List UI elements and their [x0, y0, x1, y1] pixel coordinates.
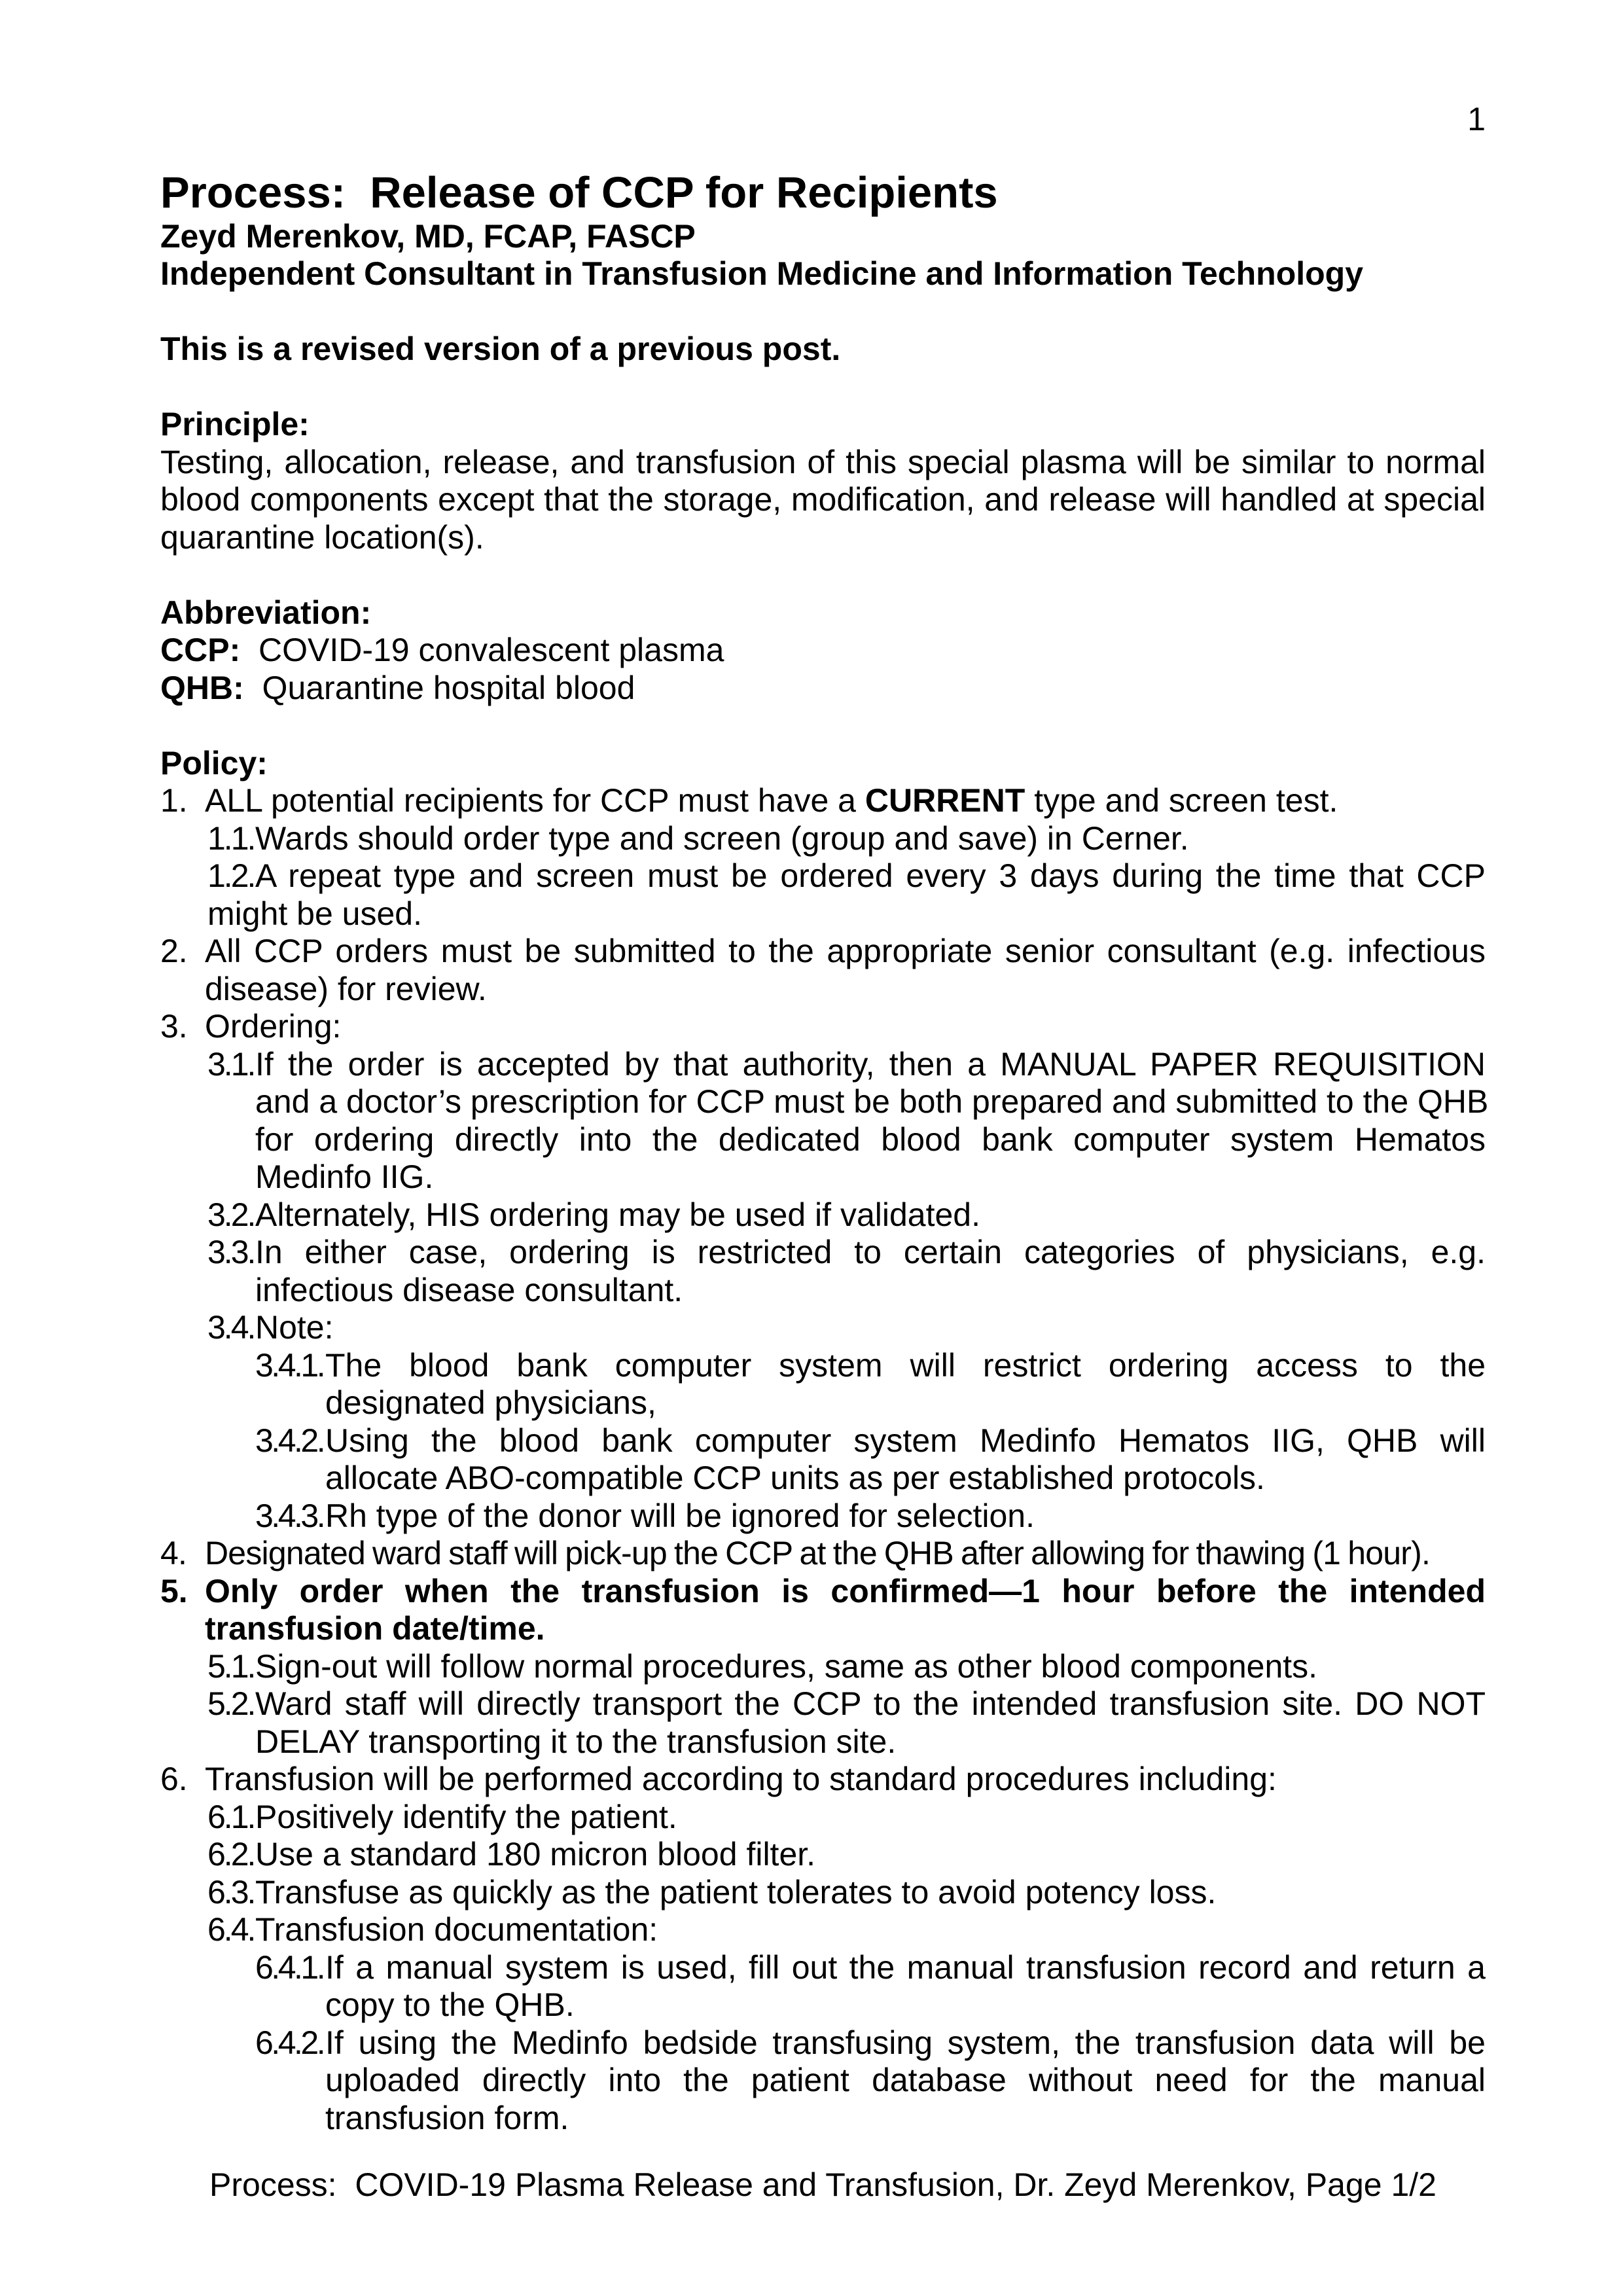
item-number: 3.4. [207, 1309, 255, 1346]
item-number: 3.4.3. [255, 1497, 324, 1534]
item-number: 3.4.1. [255, 1346, 324, 1384]
text-line [325, 1986, 1486, 2024]
line-text: Medinfo IIG. [255, 1158, 434, 1195]
line-text: Using the blood bank computer system Medinfo Hematos IIG, QHB will [325, 1422, 1486, 1459]
item-number: 3.1. [207, 1045, 255, 1083]
spacer [160, 293, 1486, 331]
item-number: 6.2. [207, 1836, 255, 1873]
text-line [255, 1272, 1486, 1310]
text-line [255, 1121, 1486, 1159]
item-number: 6. [160, 1761, 188, 1797]
text-line [325, 1384, 1486, 1422]
line-text: for ordering directly into the dedicated blood bank computer system Hematos [255, 1121, 1486, 1158]
policy-item-1 [160, 782, 1486, 820]
line-text: Only order when the transfusion is confirmed—1 hour before the intended [205, 1572, 1486, 1609]
policy-item-5-2 [207, 1685, 1486, 1723]
line-text: allocate ABO-compatible CCP units as per established protocols. [325, 1460, 1265, 1496]
line-text: DELAY transporting it to the transfusion site. [255, 1723, 897, 1760]
line-text: Ordering: [205, 1008, 342, 1045]
abbreviation-definition: Quarantine hospital blood [243, 669, 635, 706]
policy-item-2 [160, 933, 1486, 971]
text-line [325, 2062, 1486, 2100]
line-text: Rh type of the donor will be ignored for selection. [325, 1497, 1035, 1534]
item-number: 6.1. [207, 1798, 255, 1835]
item-number: 5.2. [207, 1685, 255, 1722]
policy-item-3-4-1 [255, 1347, 1486, 1385]
abbreviation-definition: COVID-19 convalescent plasma [240, 632, 724, 668]
line-text: If a manual system is used, fill out the manual transfusion record and return a [325, 1948, 1486, 1986]
author-role: Independent Consultant in Transfusion Medicine and Information Technology [160, 255, 1364, 292]
policy-item-3-1 [207, 1046, 1486, 1084]
line-text: transfusion form. [325, 2099, 569, 2136]
policy-item-6-4-2 [255, 2024, 1486, 2062]
policy-item-3-3 [207, 1234, 1486, 1272]
line-text: The blood bank computer system will restrict ordering access to the [325, 1346, 1486, 1384]
text-line [325, 1460, 1486, 1498]
policy-list [160, 782, 1489, 2137]
policy-item-3-2 [207, 1196, 1486, 1234]
item-number: 6.4.2. [255, 2024, 324, 2061]
line-text: blood components except that the storage, modification, and release will handled at special [160, 481, 1486, 518]
item-number: 6.4. [207, 1911, 255, 1948]
spacer [160, 139, 1486, 168]
text-line [325, 2100, 1486, 2138]
item-number: 5.1. [207, 1647, 255, 1685]
policy-item-3-4-3 [255, 1498, 1486, 1535]
text-line [160, 481, 1486, 519]
text-line [255, 1723, 1486, 1761]
item-number: 4. [160, 1535, 187, 1571]
policy-item-3 [160, 1008, 1486, 1046]
line-text: All CCP orders must be submitted to the appropriate senior consultant (e.g. infectious [205, 933, 1486, 969]
spacer [160, 707, 1486, 745]
policy-item-3-4-2 [255, 1422, 1486, 1460]
item-number: 5. [160, 1572, 188, 1609]
line-text: might be used. [207, 895, 422, 932]
abbreviation-term: CCP: [160, 632, 241, 668]
line-text: Designated ward staff will pick-up the CCP at the QHB after allowing for thawing (1 hour). [205, 1535, 1431, 1571]
policy-item-5-1 [207, 1648, 1486, 1686]
line-text: ALL potential recipients for CCP must have a [205, 782, 865, 819]
policy-item-6-3 [207, 1874, 1486, 1912]
abbreviation-heading: Abbreviation: [160, 594, 372, 631]
abbreviation-term: QHB: [160, 669, 244, 706]
item-number: 2. [160, 933, 188, 969]
line-text: Alternately, HIS ordering may be used if validated. [255, 1196, 980, 1233]
principle-paragraph [160, 444, 1486, 557]
policy-item-6-4-1 [255, 1949, 1486, 1987]
principle-heading: Principle: [160, 406, 310, 442]
item-number: 6.3. [207, 1873, 255, 1910]
policy-item-1-2 [207, 857, 1486, 895]
text-line [207, 895, 1486, 933]
line-text: CURRENT [865, 782, 1026, 819]
line-text: Transfusion will be performed according to standard procedures including: [205, 1761, 1277, 1797]
line-text: Sign-out will follow normal procedures, same as other blood components. [255, 1647, 1318, 1685]
item-number: 1.1. [207, 819, 255, 857]
policy-item-6-1 [207, 1799, 1486, 1837]
policy-item-6-2 [207, 1836, 1486, 1874]
line-text: designated physicians, [325, 1384, 656, 1421]
line-text: Use a standard 180 micron blood filter. [255, 1836, 816, 1873]
spacer [160, 368, 1486, 406]
item-number: 3.3. [207, 1234, 255, 1270]
line-text: Ward staff will directly transport the CCP to the intended transfusion site. DO NOT [255, 1685, 1486, 1722]
text-line [255, 1083, 1489, 1121]
text-line [205, 971, 1486, 1009]
abbreviation-entry-qhb [160, 670, 1486, 708]
line-text: Testing, allocation, release, and transfusion of this special plasma will be similar to normal [160, 443, 1486, 480]
line-text: Transfusion documentation: [255, 1911, 658, 1948]
policy-item-1-1 [207, 820, 1486, 858]
document-title: Process: Release of CCP for Recipients [160, 168, 998, 217]
line-text: and a doctor’s prescription for CCP must be both prepared and submitted to the QHB [255, 1083, 1489, 1120]
spacer [160, 556, 1486, 594]
line-text: uploaded directly into the patient database without need for the manual [325, 2062, 1486, 2098]
page-number: 1 [1467, 101, 1486, 137]
line-text: Note: [255, 1309, 334, 1346]
item-number: 6.4.1. [255, 1948, 324, 1986]
text-line [205, 1610, 1486, 1648]
line-text: In either case, ordering is restricted to certain categories of physicians, e.g. [255, 1234, 1486, 1270]
revision-note: This is a revised version of a previous post. [160, 331, 841, 367]
item-number: 1.2. [207, 857, 255, 894]
line-text: Wards should order type and screen (group and save) in Cerner. [255, 819, 1189, 857]
item-number: 3.4.2. [255, 1422, 324, 1459]
item-number: 3.2. [207, 1196, 255, 1233]
line-text: If the order is accepted by that authority, then a MANUAL PAPER REQUISITION [255, 1045, 1486, 1083]
policy-item-6 [160, 1761, 1486, 1799]
line-text: type and screen test. [1025, 782, 1338, 819]
policy-item-3-4 [207, 1309, 1486, 1347]
text-line [255, 1158, 1486, 1196]
item-number: 3. [160, 1008, 188, 1045]
policy-item-4 [160, 1535, 1486, 1573]
author-name: Zeyd Merenkov, MD, FCAP, FASCP [160, 217, 696, 255]
line-text: infectious disease consultant. [255, 1271, 683, 1308]
abbreviation-entry-ccp [160, 632, 1486, 670]
text-line [160, 519, 1486, 557]
line-text: disease) for review. [205, 970, 487, 1007]
policy-item-5 [160, 1573, 1486, 1611]
policy-item-6-4 [207, 1911, 1486, 1949]
page-footer: Process: COVID-19 Plasma Release and Transfusion, Dr. Zeyd Merenkov, Page 1/2 [209, 2166, 1436, 2203]
line-text: A repeat type and screen must be ordered every 3 days during the time that CCP [255, 857, 1486, 894]
line-text: transfusion date/time. [205, 1610, 545, 1647]
policy-heading: Policy: [160, 744, 268, 781]
text-line [160, 444, 1486, 482]
line-text: quarantine location(s). [160, 518, 484, 556]
line-text: Transfuse as quickly as the patient tolerates to avoid potency loss. [255, 1873, 1217, 1910]
line-text: copy to the QHB. [325, 1986, 575, 2023]
item-number: 1. [160, 782, 188, 819]
line-text: If using the Medinfo bedside transfusing system, the transfusion data will be [325, 2024, 1486, 2061]
line-text: Positively identify the patient. [255, 1798, 677, 1835]
